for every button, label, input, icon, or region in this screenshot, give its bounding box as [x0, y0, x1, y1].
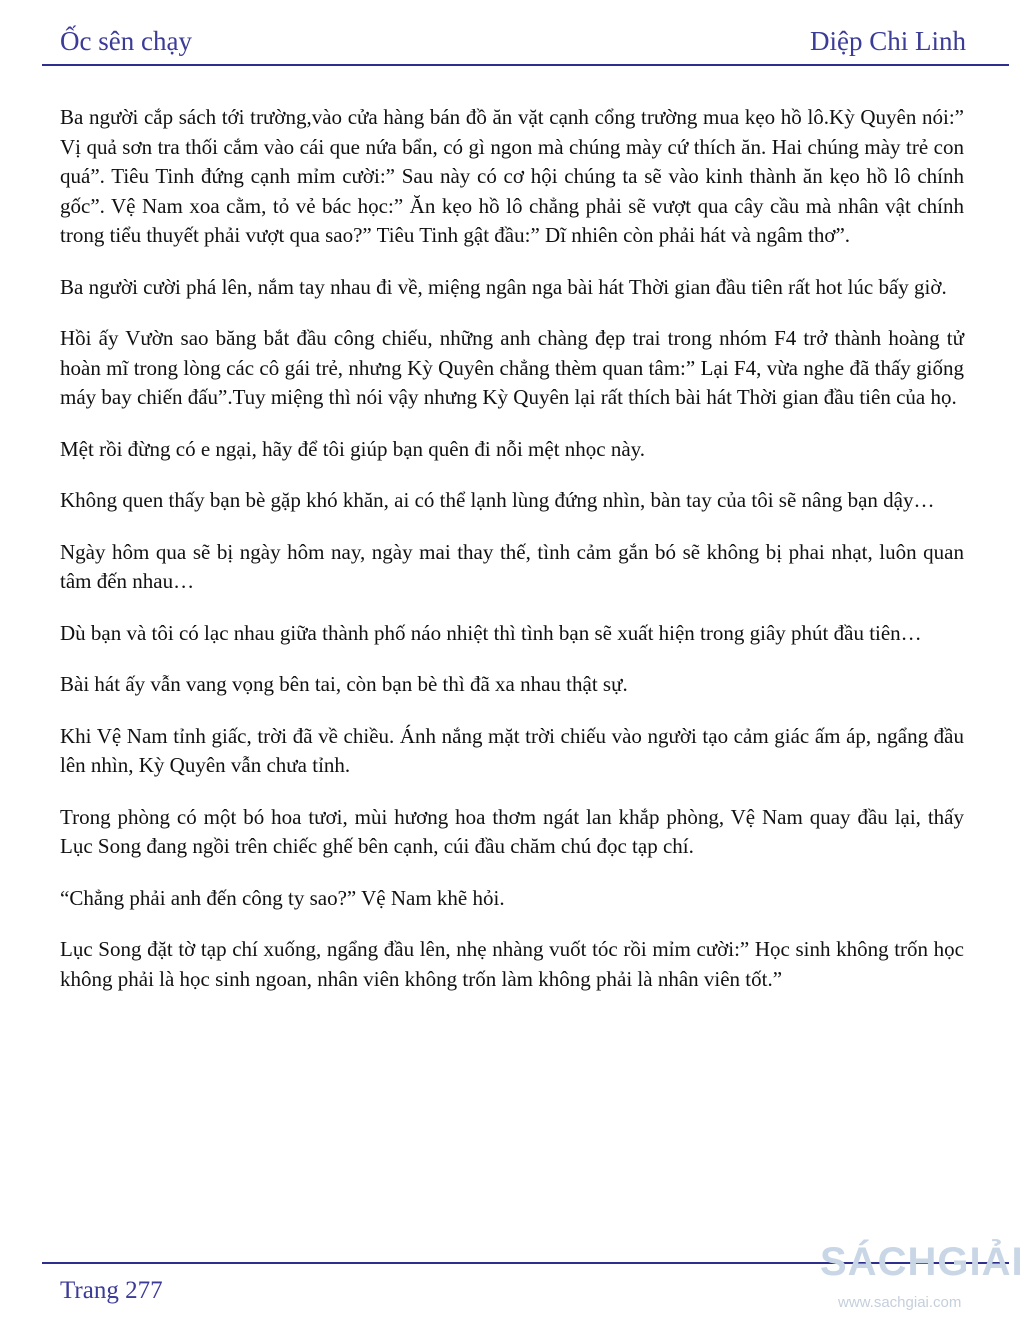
header-divider	[42, 64, 1009, 66]
paragraph: Dù bạn và tôi có lạc nhau giữa thành phố náo nhiệt thì tình bạn sẽ xuất hiện trong giây phút đầu tiên…	[60, 620, 922, 645]
page-number: Trang 277	[60, 1277, 163, 1304]
author-name: Diệp Chi Linh	[810, 26, 966, 56]
book-title: Ốc sên chạy	[60, 26, 192, 56]
paragraph: Bài hát ấy vẫn vang vọng bên tai, còn bạn bè thì đã xa nhau thật sự.	[60, 672, 628, 696]
page-body	[60, 103, 964, 1016]
paragraph: Ba người cười phá lên, nắm tay nhau đi về, miệng ngân nga bài hát Thời gian đầu tiên rất hot lúc bấy giờ.	[60, 274, 947, 299]
paragraph: Mệt rồi đừng có e ngại, hãy để tôi giúp bạn quên đi nỗi mệt nhọc này.	[60, 436, 646, 461]
page-header	[0, 0, 1024, 70]
paragraph: Ba người cắp sách tới trường,vào cửa hàng bán đồ ăn vặt cạnh cổng trường mua kẹo hồ lô.Kỳ Quyên nói:” Vị quả sơn tra thối cắm vào cái que nứa bẩn, có gì ngon mà chúng mày cứ thích ăn. Hai chúng mày trẻ con quá”. Tiêu Tinh đứng cạnh mỉm cười:” Sau này có cơ hội chúng ta sẽ vào kinh thành ăn kẹo hồ lô chính gốc”. Vệ Nam xoa cằm, tỏ vẻ bác học:” Ăn kẹo hồ lô chẳng phải sẽ vượt qua cây cầu mà nhân vật chính trong tiểu thuyết phải vượt qua sao?” Tiêu Tinh gật đầu:” Dĩ nhiên còn phải hát và ngâm thơ”.	[60, 105, 964, 247]
paragraph: Lục Song đặt tờ tạp chí xuống, ngẩng đầu lên, nhẹ nhàng vuốt tóc rồi mỉm cười:” Học sinh không trốn học không phải là học sinh ngoan, nhân viên không trốn làm không phải là nhân viên tốt.”	[60, 937, 964, 991]
watermark	[812, 1232, 1024, 1322]
paragraph: “Chẳng phải anh đến công ty sao?” Vệ Nam khẽ hỏi.	[60, 885, 505, 910]
paragraph: Ngày hôm qua sẽ bị ngày hôm nay, ngày mai thay thế, tình cảm gắn bó sẽ không bị phai nhạt, luôn quan tâm đến nhau…	[60, 539, 964, 593]
paragraph: Trong phòng có một bó hoa tươi, mùi hương hoa thơm ngát lan khắp phòng, Vệ Nam quay đầu lại, thấy Lục Song đang ngồi trên chiếc ghế bên cạnh, cúi đầu chăm chú đọc tạp chí.	[60, 804, 964, 858]
watermark-logo: SÁCHGIẢI	[820, 1240, 1024, 1284]
paragraph: Không quen thấy bạn bè gặp khó khăn, ai có thể lạnh lùng đứng nhìn, bàn tay của tôi sẽ nâng bạn dậy…	[60, 488, 935, 512]
paragraph: Hồi ấy Vườn sao băng bắt đầu công chiếu, những anh chàng đẹp trai trong nhóm F4 trở thành hoàng tử hoàn mĩ trong lòng các cô gái trẻ, nhưng Kỳ Quyên chẳng thèm quan tâm:” Lại F4, vừa nghe đã thấy giống máy bay chiến đấu”.Tuy miệng thì nói vậy nhưng Kỳ Quyên lại rất thích bài hát Thời gian đầu tiên của họ.	[60, 326, 964, 409]
watermark-url: www.sachgiai.com	[838, 1294, 962, 1311]
paragraph: Khi Vệ Nam tỉnh giấc, trời đã về chiều. Ánh nắng mặt trời chiếu vào người tạo cảm giác ấm áp, ngẩng đầu lên nhìn, Kỳ Quyên vẫn chưa tỉnh.	[60, 723, 964, 777]
